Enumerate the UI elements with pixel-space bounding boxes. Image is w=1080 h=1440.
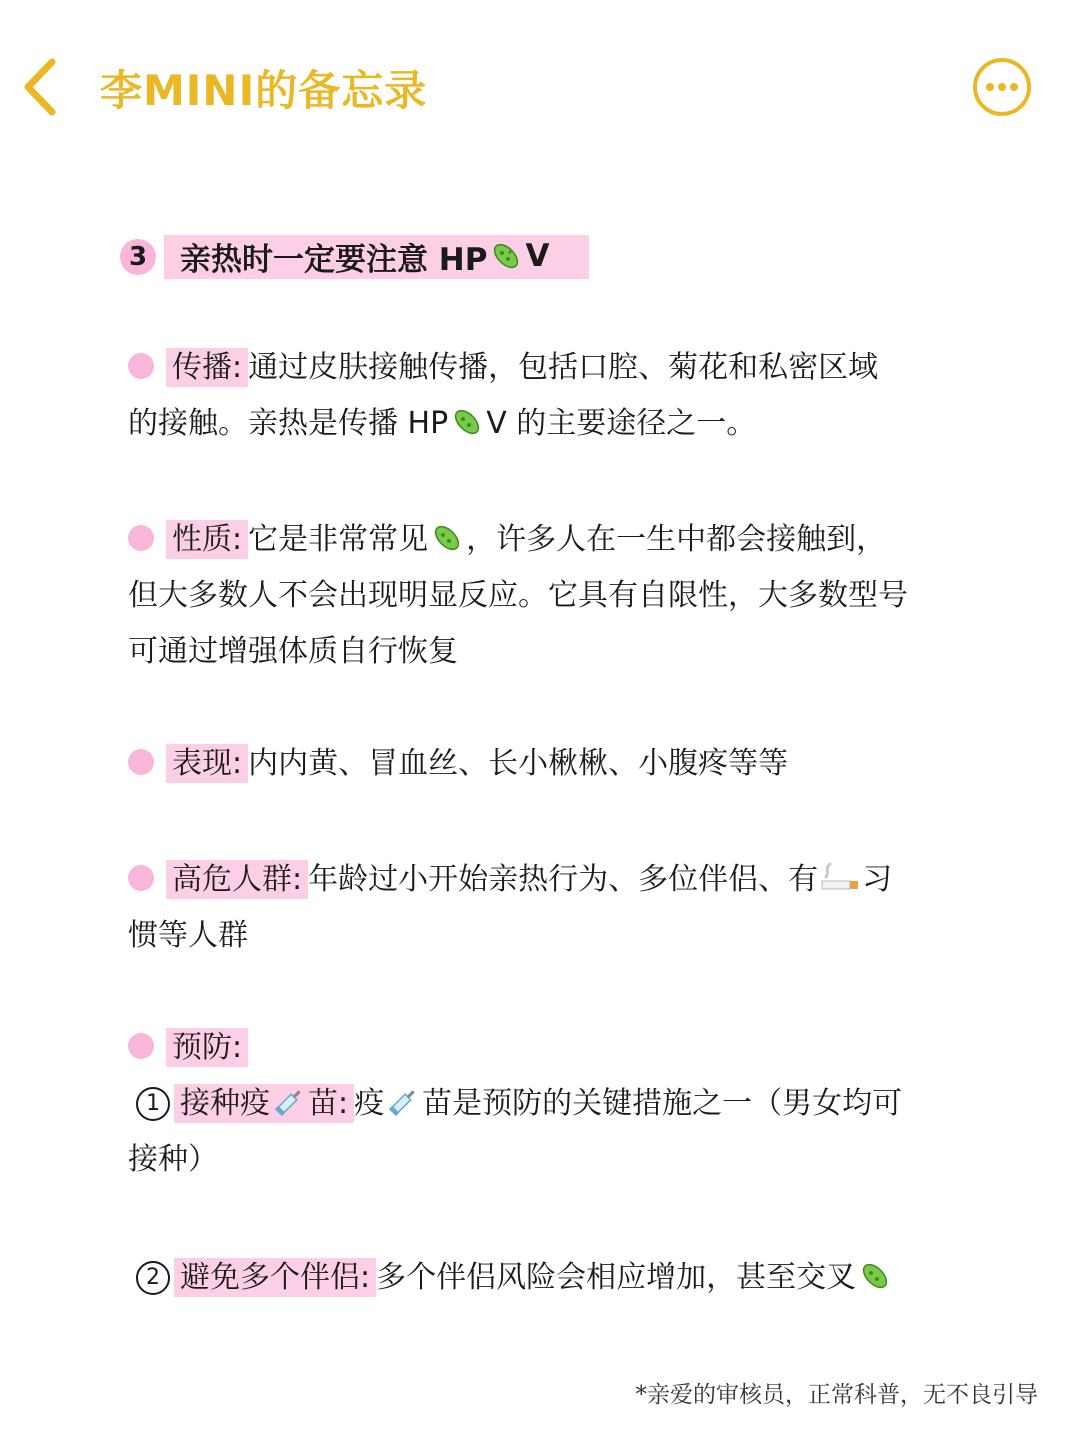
- microbe-icon: [489, 239, 523, 273]
- item-text: 它是非常常见: [248, 522, 429, 557]
- footnote: *亲爱的审核员，正常科普，无不良引导: [635, 1382, 1038, 1408]
- sub-item-label: [174, 1084, 354, 1123]
- item-label: 性质:: [166, 520, 248, 559]
- item-symptoms: [128, 736, 988, 792]
- cigarette-icon: [820, 861, 860, 895]
- microbe-icon: [450, 405, 484, 439]
- bullet-dot: [128, 525, 154, 551]
- item-line: 但大多数人不会出现明显反应。它具有自限性，大多数型号: [128, 578, 908, 613]
- item-prevention-2: [128, 1250, 988, 1306]
- bullet-dot: [128, 1033, 154, 1059]
- item-text: ，许多人在一生中都会接触到，: [466, 522, 887, 557]
- item-line: [128, 396, 988, 452]
- item-text: 苗是预防的关键措施之一（男女均可: [422, 1086, 903, 1121]
- section-title-part2: V: [525, 238, 550, 274]
- item-text: 年龄过小开始亲热行为、多位伴侣、有: [308, 862, 819, 897]
- item-spread: [128, 340, 988, 452]
- bullet-dot: [128, 353, 154, 379]
- item-text: 多个伴侣风险会相应增加，甚至交叉: [376, 1260, 857, 1295]
- item-risk-group: [128, 852, 988, 964]
- item-text: 内内黄、冒血丝、长小楸楸、小腹疼等等: [248, 746, 789, 781]
- section-title-part1: 亲热时一定要注意 HP: [180, 241, 488, 278]
- more-dots-icon: [972, 57, 1032, 117]
- item-line: [128, 852, 988, 908]
- syringe-icon: [272, 1085, 306, 1119]
- chevron-left-icon: [16, 56, 68, 118]
- item-text: 疫: [354, 1086, 385, 1121]
- sub-item-label: 避免多个伴侣:: [174, 1258, 376, 1297]
- microbe-icon: [858, 1259, 892, 1293]
- item-line: 惯等人群: [128, 918, 248, 953]
- section-title: [164, 235, 589, 279]
- item-line: [128, 340, 988, 396]
- bullet-dot: [128, 749, 154, 775]
- syringe-icon: [386, 1085, 420, 1119]
- item-label: 表现:: [166, 744, 248, 783]
- page-title: 李MINI的备忘录: [100, 66, 428, 115]
- item-label: 传播:: [166, 348, 248, 387]
- numbered-marker: 2: [136, 1261, 170, 1295]
- top-bar: [0, 0, 1080, 180]
- item-label: 预防:: [166, 1028, 248, 1067]
- section-heading: [120, 236, 589, 278]
- microbe-icon: [430, 521, 464, 555]
- item-line: [128, 1076, 988, 1132]
- item-line: 可通过增强体质自行恢复: [128, 634, 458, 669]
- item-line: [128, 512, 988, 568]
- section-number-badge: 3: [120, 239, 156, 275]
- item-line: [128, 1250, 988, 1306]
- item-prevention: [128, 1020, 988, 1188]
- sub-item-label-part2: 苗:: [308, 1086, 349, 1121]
- sub-item-label-part1: 接种疫: [180, 1086, 270, 1121]
- more-button[interactable]: [972, 57, 1032, 117]
- bullet-dot: [128, 865, 154, 891]
- numbered-marker: 1: [136, 1087, 170, 1121]
- item-text: 通过皮肤接触传播，包括口腔、菊花和私密区域: [248, 350, 879, 385]
- item-text: V 的主要途径之一。: [486, 406, 757, 441]
- item-text: 习: [862, 862, 893, 897]
- item-line: [128, 1020, 988, 1076]
- item-line: [128, 736, 988, 792]
- item-text: 的接触。亲热是传播 HP: [128, 406, 449, 441]
- back-button[interactable]: [16, 56, 68, 118]
- item-nature: [128, 512, 988, 680]
- item-label: 高危人群:: [166, 860, 308, 899]
- item-line: 接种）: [128, 1142, 218, 1177]
